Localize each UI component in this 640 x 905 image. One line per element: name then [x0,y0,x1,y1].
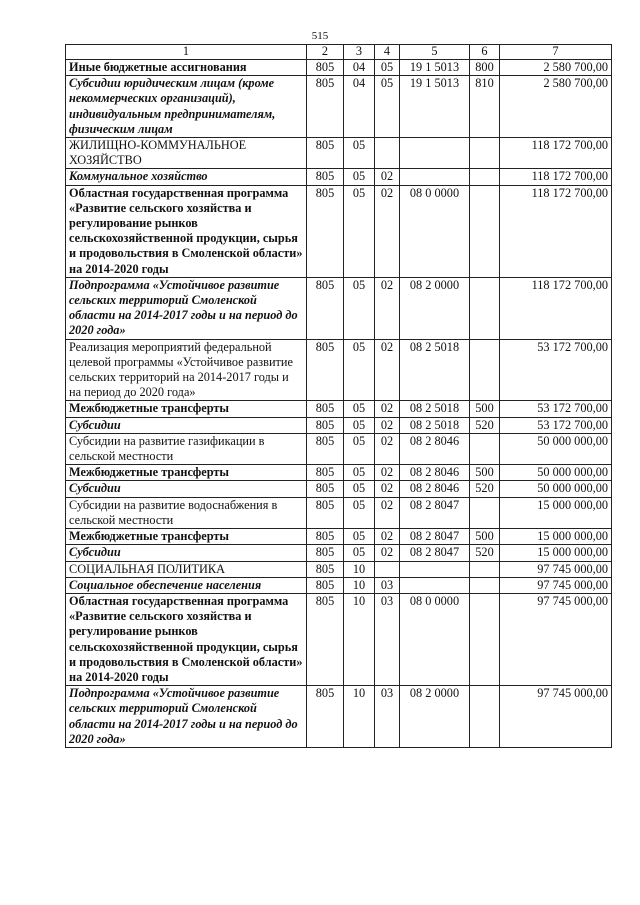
table-row [66,561,612,577]
admin-code: 805 [307,593,344,685]
subsection-code: 02 [375,529,400,545]
expense-type-code: 500 [470,401,500,417]
subsection-code: 02 [375,465,400,481]
target-article-code: 08 2 5018 [400,401,470,417]
row-description: СОЦИАЛЬНАЯ ПОЛИТИКА [66,561,307,577]
table-header-row [66,45,612,60]
target-article-code: 08 0 0000 [400,593,470,685]
target-article-code: 08 2 0000 [400,277,470,339]
expense-type-code: 520 [470,481,500,497]
section-code: 05 [344,277,375,339]
amount: 15 000 000,00 [500,545,612,561]
amount: 2 580 700,00 [500,60,612,76]
target-article-code: 08 2 8047 [400,497,470,528]
section-code: 05 [344,339,375,401]
amount: 118 172 700,00 [500,169,612,185]
section-code: 05 [344,433,375,464]
expense-type-code [470,577,500,593]
table-row [66,339,612,401]
row-description: Подпрограмма «Устойчивое развитие сельских территорий Смоленской области на 2014-2017 годы и на период до 2020 года» [66,686,307,748]
target-article-code: 08 2 8046 [400,481,470,497]
section-code: 05 [344,545,375,561]
amount: 53 172 700,00 [500,401,612,417]
amount: 2 580 700,00 [500,76,612,138]
expense-type-code: 500 [470,465,500,481]
subsection-code [375,561,400,577]
subsection-code: 02 [375,417,400,433]
section-code: 10 [344,577,375,593]
admin-code: 805 [307,277,344,339]
expense-type-code [470,138,500,169]
row-description: Субсидии юридическим лицам (кроме некоммерческих организаций), индивидуальным предпринимателям, физическим лицам [66,76,307,138]
row-description: Реализация мероприятий федеральной целевой программы «Устойчивое развитие сельских территорий на 2014-2017 годы и на период до 2020 года» [66,339,307,401]
target-article-code [400,169,470,185]
amount: 15 000 000,00 [500,497,612,528]
column-header: 3 [344,45,375,60]
section-code: 05 [344,138,375,169]
subsection-code: 02 [375,433,400,464]
amount: 53 172 700,00 [500,339,612,401]
admin-code: 805 [307,138,344,169]
admin-code: 805 [307,417,344,433]
subsection-code: 02 [375,401,400,417]
admin-code: 805 [307,577,344,593]
row-description: Межбюджетные трансферты [66,465,307,481]
subsection-code: 02 [375,545,400,561]
subsection-code: 02 [375,481,400,497]
amount: 53 172 700,00 [500,417,612,433]
target-article-code: 08 2 8046 [400,465,470,481]
table-body [66,60,612,748]
section-code: 05 [344,529,375,545]
subsection-code: 03 [375,686,400,748]
table-row [66,185,612,277]
expense-type-code: 800 [470,60,500,76]
row-description: Субсидии [66,481,307,497]
section-code: 05 [344,401,375,417]
row-description: Областная государственная программа «Развитие сельского хозяйства и регулирование рынков сельскохозяйственной продукции, сырья и продовольствия в Смоленской области» на 2014-2020 годы [66,593,307,685]
amount: 50 000 000,00 [500,465,612,481]
expense-type-code [470,277,500,339]
admin-code: 805 [307,60,344,76]
column-header: 7 [500,45,612,60]
column-header: 1 [66,45,307,60]
row-description: ЖИЛИЩНО-КОММУНАЛЬНОЕ ХОЗЯЙСТВО [66,138,307,169]
admin-code: 805 [307,401,344,417]
section-code: 04 [344,60,375,76]
section-code: 05 [344,497,375,528]
table-row [66,529,612,545]
subsection-code: 05 [375,76,400,138]
target-article-code [400,577,470,593]
table-row [66,433,612,464]
page-number: 515 [311,30,329,42]
column-header: 5 [400,45,470,60]
amount: 15 000 000,00 [500,529,612,545]
row-description: Субсидии на развитие газификации в сельской местности [66,433,307,464]
subsection-code: 02 [375,277,400,339]
amount: 50 000 000,00 [500,433,612,464]
table-row [66,577,612,593]
section-code: 10 [344,561,375,577]
expense-type-code [470,339,500,401]
table-row [66,138,612,169]
table-row [66,401,612,417]
row-description: Областная государственная программа «Развитие сельского хозяйства и регулирование рынков сельскохозяйственной продукции, сырья и продовольствия в Смоленской области» на 2014-2020 годы [66,185,307,277]
target-article-code: 08 2 5018 [400,417,470,433]
admin-code: 805 [307,529,344,545]
table-row [66,465,612,481]
expense-type-code: 500 [470,529,500,545]
row-description: Межбюджетные трансферты [66,529,307,545]
admin-code: 805 [307,561,344,577]
subsection-code [375,138,400,169]
admin-code: 805 [307,185,344,277]
row-description: Коммунальное хозяйство [66,169,307,185]
expense-type-code [470,561,500,577]
target-article-code: 08 2 8047 [400,545,470,561]
budget-table [65,44,612,748]
target-article-code: 19 1 5013 [400,60,470,76]
admin-code: 805 [307,76,344,138]
admin-code: 805 [307,545,344,561]
admin-code: 805 [307,481,344,497]
section-code: 05 [344,465,375,481]
target-article-code: 08 0 0000 [400,185,470,277]
table-row [66,417,612,433]
row-description: Подпрограмма «Устойчивое развитие сельских территорий Смоленской области на 2014-2017 годы и на период до 2020 года» [66,277,307,339]
table-row [66,277,612,339]
amount: 118 172 700,00 [500,277,612,339]
expense-type-code [470,433,500,464]
table-row [66,169,612,185]
subsection-code: 05 [375,60,400,76]
section-code: 10 [344,593,375,685]
row-description: Субсидии [66,417,307,433]
table-row [66,76,612,138]
subsection-code: 02 [375,339,400,401]
amount: 97 745 000,00 [500,593,612,685]
target-article-code [400,561,470,577]
table-row [66,60,612,76]
table-row [66,481,612,497]
amount: 97 745 000,00 [500,577,612,593]
expense-type-code [470,497,500,528]
section-code: 10 [344,686,375,748]
subsection-code: 02 [375,185,400,277]
column-header: 2 [307,45,344,60]
admin-code: 805 [307,433,344,464]
subsection-code: 02 [375,497,400,528]
row-description: Иные бюджетные ассигнования [66,60,307,76]
target-article-code: 08 2 5018 [400,339,470,401]
target-article-code: 08 2 8046 [400,433,470,464]
section-code: 05 [344,417,375,433]
section-code: 05 [344,169,375,185]
section-code: 05 [344,185,375,277]
expense-type-code: 520 [470,545,500,561]
section-code: 04 [344,76,375,138]
expense-type-code [470,593,500,685]
table-row [66,686,612,748]
table-row [66,593,612,685]
admin-code: 805 [307,339,344,401]
amount: 118 172 700,00 [500,185,612,277]
row-description: Межбюджетные трансферты [66,401,307,417]
expense-type-code [470,185,500,277]
expense-type-code [470,686,500,748]
table-row [66,545,612,561]
admin-code: 805 [307,686,344,748]
subsection-code: 03 [375,577,400,593]
target-article-code: 19 1 5013 [400,76,470,138]
table-row [66,497,612,528]
row-description: Социальное обеспечение населения [66,577,307,593]
target-article-code [400,138,470,169]
target-article-code: 08 2 8047 [400,529,470,545]
amount: 97 745 000,00 [500,686,612,748]
column-header: 4 [375,45,400,60]
column-header: 6 [470,45,500,60]
subsection-code: 03 [375,593,400,685]
target-article-code: 08 2 0000 [400,686,470,748]
admin-code: 805 [307,497,344,528]
expense-type-code: 810 [470,76,500,138]
admin-code: 805 [307,465,344,481]
expense-type-code [470,169,500,185]
subsection-code: 02 [375,169,400,185]
expense-type-code: 520 [470,417,500,433]
amount: 118 172 700,00 [500,138,612,169]
amount: 50 000 000,00 [500,481,612,497]
amount: 97 745 000,00 [500,561,612,577]
row-description: Субсидии [66,545,307,561]
row-description: Субсидии на развитие водоснабжения в сельской местности [66,497,307,528]
section-code: 05 [344,481,375,497]
admin-code: 805 [307,169,344,185]
